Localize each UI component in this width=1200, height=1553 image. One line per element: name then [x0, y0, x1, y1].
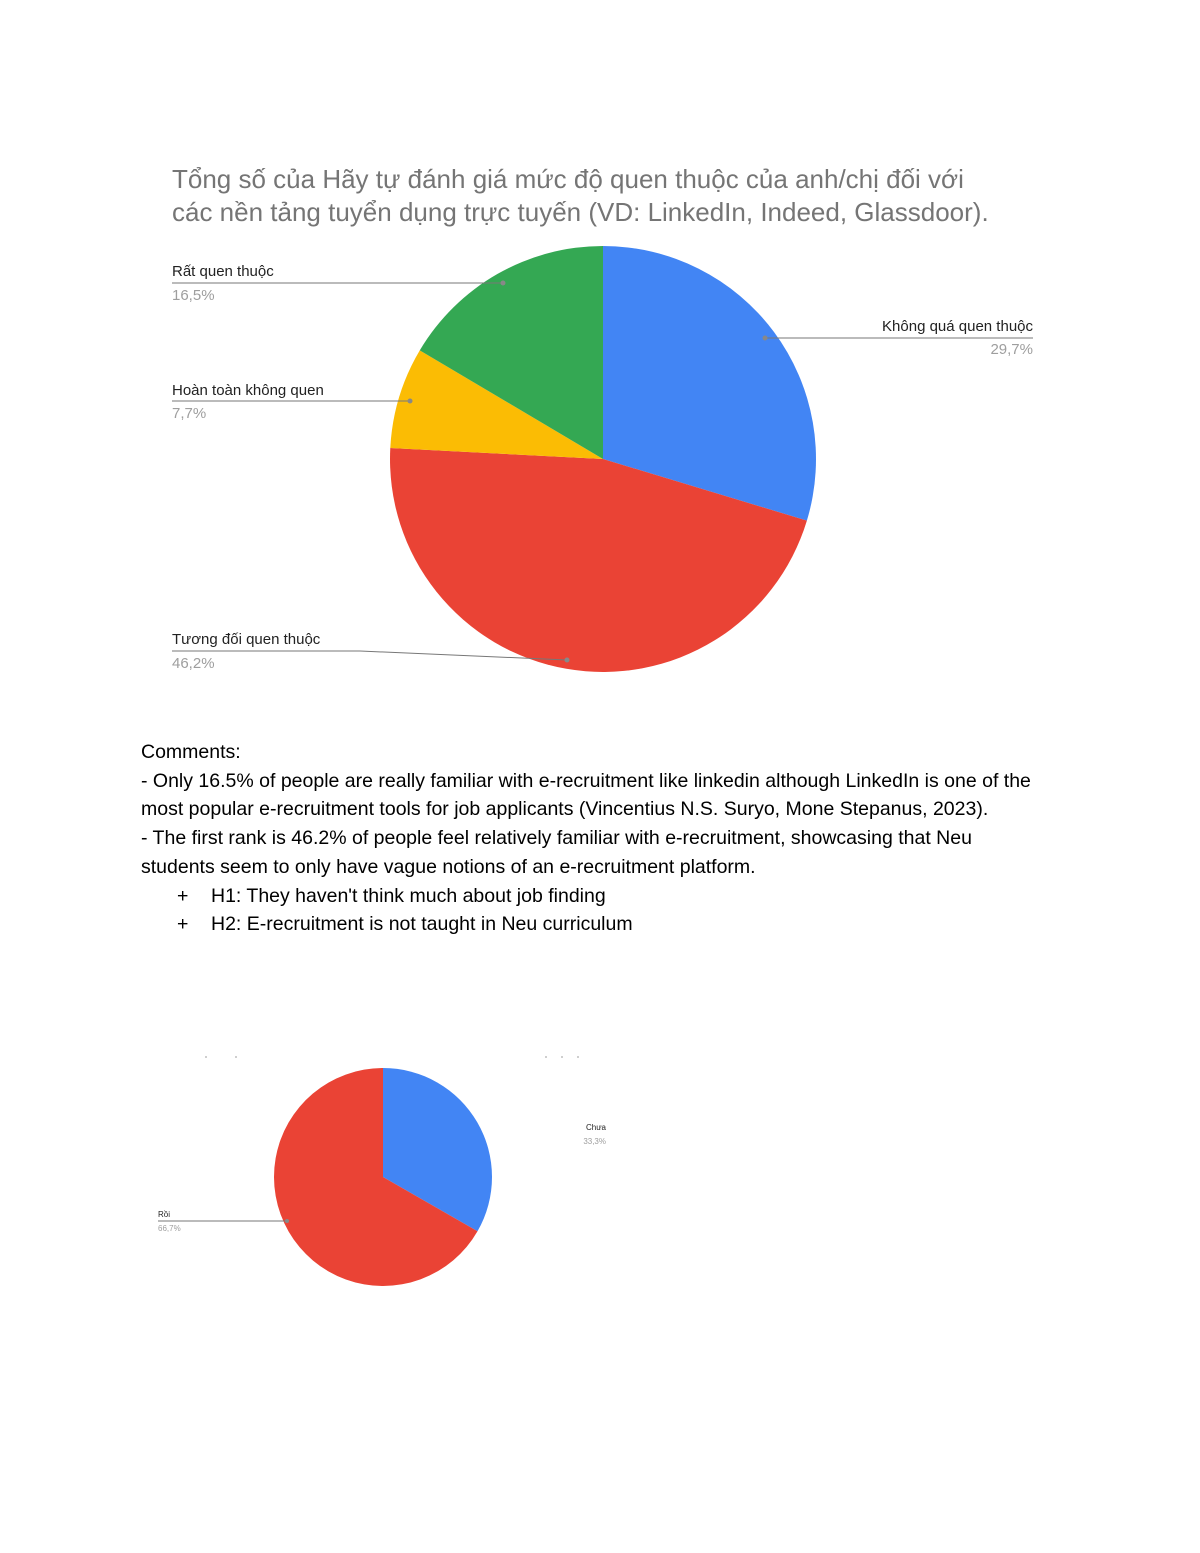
value-roi: 66,7%: [158, 1224, 181, 1233]
leader-dot-hoan-toan-khong-quen: [408, 399, 413, 404]
leader-dot-rat-quen-thuoc: [501, 281, 506, 286]
leader-dot-tuong-doi-quen-thuoc: [565, 658, 570, 663]
leader-dot-khong-qua-quen-thuoc: [763, 336, 768, 341]
bullet-plus: +: [177, 913, 189, 936]
leader-dot-roi: [285, 1219, 289, 1223]
chart-1-title-line-2: các nền tảng tuyển dụng trực tuyến (VD: LinkedIn, Indeed, Glassdoor).: [172, 197, 989, 227]
pie-slice-chua: [383, 1068, 492, 1231]
chart-1-title-line-1: Tổng số của Hãy tự đánh giá mức độ quen thuộc của anh/chị đối với: [172, 164, 964, 194]
value-hoan-toan-khong-quen: 7,7%: [172, 405, 207, 422]
bullet-plus: +: [177, 884, 189, 907]
comment-paragraph-1: - Only 16.5% of people are really familiar with e-recruitment like linkedin although LinkedIn is one of the most popular e-recruitment tools for job applicants (Vincentius N.S. Suryo, Mone Stepanus, 2023).: [141, 769, 1031, 821]
hypothesis-list: [141, 882, 1041, 939]
label-hoan-toan-khong-quen: Hoàn toàn không quen: [172, 382, 324, 399]
value-rat-quen-thuoc: 16,5%: [172, 287, 215, 304]
hypothesis-text: H1: They haven't think much about job finding: [211, 884, 606, 907]
leader-line-tuong-doi-quen-thuoc: [172, 651, 567, 660]
comment-paragraph-2: - The first rank is 46.2% of people feel relatively familiar with e-recruitment, showcasing that Neu students seem to only have vague notions of an e-recruitment platform.: [141, 827, 972, 878]
chart-1: [0, 0, 1200, 720]
label-khong-qua-quen-thuoc: Không quá quen thuộc: [882, 318, 1033, 335]
hypothesis-text: H2: E-recruitment is not taught in Neu curriculum: [211, 913, 633, 936]
pie-slice-roi: [274, 1068, 478, 1286]
comments-section: [141, 738, 1041, 939]
label-rat-quen-thuoc: Rất quen thuộc: [172, 263, 274, 280]
label-chua: Chưa: [585, 1123, 606, 1132]
value-khong-qua-quen-thuoc: 29,7%: [990, 341, 1033, 358]
hypothesis-item: [141, 910, 1041, 939]
label-tuong-doi-quen-thuoc: Tương đối quen thuộc: [172, 631, 321, 648]
comments-heading: Comments:: [141, 741, 241, 763]
label-roi: Rồi: [158, 1210, 171, 1219]
hypothesis-item: [141, 882, 1041, 911]
value-tuong-doi-quen-thuoc: 46,2%: [172, 655, 215, 672]
value-chua: 33,3%: [583, 1137, 606, 1146]
